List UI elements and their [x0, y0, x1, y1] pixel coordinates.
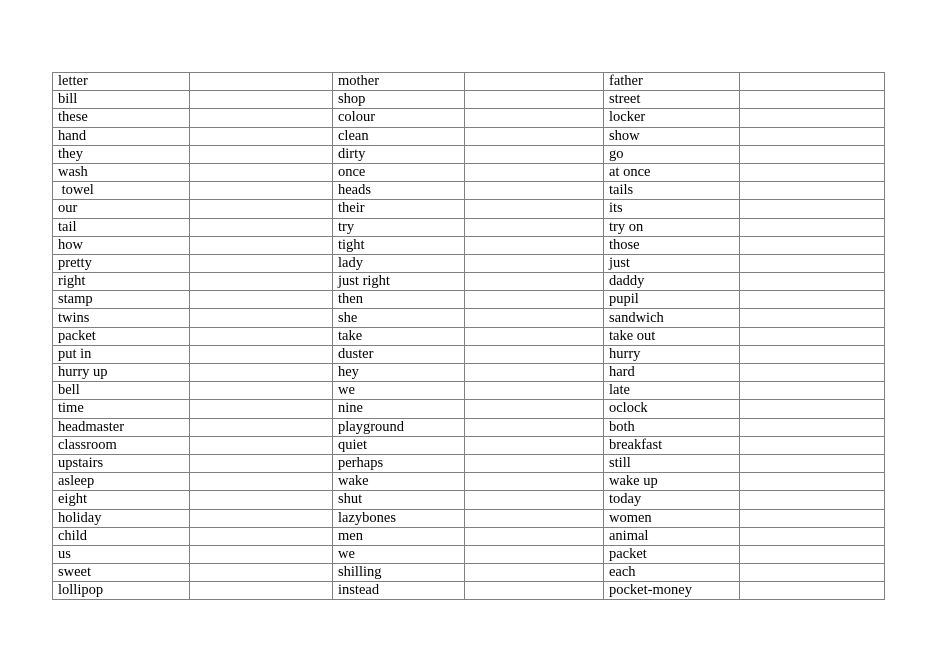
table-row [53, 564, 885, 582]
table-row [53, 91, 885, 109]
blank-cell[interactable] [465, 273, 604, 291]
blank-cell[interactable] [740, 364, 885, 382]
blank-cell[interactable] [740, 200, 885, 218]
word-cell: bell [53, 382, 190, 400]
blank-cell[interactable] [740, 236, 885, 254]
word-cell: men [333, 527, 465, 545]
blank-cell[interactable] [465, 564, 604, 582]
blank-cell[interactable] [190, 236, 333, 254]
table-row [53, 473, 885, 491]
blank-cell[interactable] [740, 273, 885, 291]
blank-cell[interactable] [740, 491, 885, 509]
blank-cell[interactable] [190, 400, 333, 418]
table-row [53, 291, 885, 309]
blank-cell[interactable] [465, 345, 604, 363]
blank-cell[interactable] [465, 73, 604, 91]
word-cell: take [333, 327, 465, 345]
word-cell: instead [333, 582, 465, 600]
blank-cell[interactable] [190, 254, 333, 272]
table-row [53, 345, 885, 363]
blank-cell[interactable] [190, 473, 333, 491]
blank-cell[interactable] [740, 218, 885, 236]
blank-cell[interactable] [465, 109, 604, 127]
table-row [53, 254, 885, 272]
word-cell: take out [604, 327, 740, 345]
word-cell: these [53, 109, 190, 127]
blank-cell[interactable] [190, 73, 333, 91]
word-cell: show [604, 127, 740, 145]
blank-cell[interactable] [740, 545, 885, 563]
word-cell: still [604, 454, 740, 472]
word-cell: locker [604, 109, 740, 127]
word-cell: sweet [53, 564, 190, 582]
blank-cell[interactable] [190, 582, 333, 600]
word-cell: then [333, 291, 465, 309]
word-cell: pocket-money [604, 582, 740, 600]
word-cell: dirty [333, 145, 465, 163]
blank-cell[interactable] [190, 564, 333, 582]
table-row [53, 273, 885, 291]
blank-cell[interactable] [190, 145, 333, 163]
blank-cell[interactable] [465, 91, 604, 109]
blank-cell[interactable] [190, 163, 333, 181]
word-cell: our [53, 200, 190, 218]
word-cell: we [333, 382, 465, 400]
word-cell: father [604, 73, 740, 91]
blank-cell[interactable] [740, 564, 885, 582]
word-cell: their [333, 200, 465, 218]
blank-cell[interactable] [190, 436, 333, 454]
word-cell: hand [53, 127, 190, 145]
blank-cell[interactable] [465, 364, 604, 382]
table-row [53, 400, 885, 418]
blank-cell[interactable] [190, 382, 333, 400]
word-cell: towel [53, 182, 190, 200]
word-cell: pretty [53, 254, 190, 272]
blank-cell[interactable] [740, 345, 885, 363]
word-cell: we [333, 545, 465, 563]
word-cell: sandwich [604, 309, 740, 327]
blank-cell[interactable] [190, 527, 333, 545]
word-cell: right [53, 273, 190, 291]
word-cell: tail [53, 218, 190, 236]
table-row [53, 436, 885, 454]
table-row [53, 218, 885, 236]
word-cell: lollipop [53, 582, 190, 600]
blank-cell[interactable] [465, 418, 604, 436]
word-cell: today [604, 491, 740, 509]
word-cell: holiday [53, 509, 190, 527]
word-cell: just [604, 254, 740, 272]
blank-cell[interactable] [190, 182, 333, 200]
blank-cell[interactable] [465, 491, 604, 509]
blank-cell[interactable] [740, 291, 885, 309]
table-row [53, 109, 885, 127]
word-cell: wake [333, 473, 465, 491]
word-cell: they [53, 145, 190, 163]
word-cell: child [53, 527, 190, 545]
word-cell: heads [333, 182, 465, 200]
blank-cell[interactable] [465, 582, 604, 600]
blank-cell[interactable] [465, 127, 604, 145]
word-cell: go [604, 145, 740, 163]
blank-cell[interactable] [740, 327, 885, 345]
table-row [53, 491, 885, 509]
table-row [53, 454, 885, 472]
word-cell: wash [53, 163, 190, 181]
word-cell: playground [333, 418, 465, 436]
word-cell: upstairs [53, 454, 190, 472]
table-row [53, 509, 885, 527]
word-cell: shop [333, 91, 465, 109]
table-row [53, 145, 885, 163]
blank-cell[interactable] [190, 327, 333, 345]
blank-cell[interactable] [465, 236, 604, 254]
word-cell: perhaps [333, 454, 465, 472]
table-row [53, 545, 885, 563]
table-row [53, 73, 885, 91]
word-cell: colour [333, 109, 465, 127]
blank-cell[interactable] [740, 109, 885, 127]
blank-cell[interactable] [190, 91, 333, 109]
word-cell: asleep [53, 473, 190, 491]
table-row [53, 582, 885, 600]
word-cell: women [604, 509, 740, 527]
blank-cell[interactable] [740, 73, 885, 91]
table-row [53, 309, 885, 327]
blank-cell[interactable] [190, 309, 333, 327]
word-cell: late [604, 382, 740, 400]
table-row [53, 327, 885, 345]
word-cell: she [333, 309, 465, 327]
blank-cell[interactable] [465, 254, 604, 272]
blank-cell[interactable] [740, 163, 885, 181]
word-cell: at once [604, 163, 740, 181]
blank-cell[interactable] [740, 382, 885, 400]
table-row [53, 236, 885, 254]
table-row [53, 182, 885, 200]
word-cell: mother [333, 73, 465, 91]
word-cell: eight [53, 491, 190, 509]
word-cell: just right [333, 273, 465, 291]
word-cell: us [53, 545, 190, 563]
word-cell: wake up [604, 473, 740, 491]
table-row [53, 527, 885, 545]
blank-cell[interactable] [190, 345, 333, 363]
table-row [53, 163, 885, 181]
word-cell: oclock [604, 400, 740, 418]
word-cell: try on [604, 218, 740, 236]
word-cell: letter [53, 73, 190, 91]
word-cell: animal [604, 527, 740, 545]
word-cell: tails [604, 182, 740, 200]
blank-cell[interactable] [190, 454, 333, 472]
word-cell: packet [604, 545, 740, 563]
vocabulary-table-body [53, 73, 885, 600]
word-cell: hard [604, 364, 740, 382]
word-cell: breakfast [604, 436, 740, 454]
word-cell: bill [53, 91, 190, 109]
word-cell: shut [333, 491, 465, 509]
blank-cell[interactable] [190, 418, 333, 436]
table-row [53, 200, 885, 218]
table-row [53, 127, 885, 145]
blank-cell[interactable] [740, 91, 885, 109]
word-cell: pupil [604, 291, 740, 309]
blank-cell[interactable] [465, 145, 604, 163]
blank-cell[interactable] [740, 254, 885, 272]
blank-cell[interactable] [465, 545, 604, 563]
blank-cell[interactable] [740, 454, 885, 472]
blank-cell[interactable] [465, 291, 604, 309]
vocabulary-table [52, 72, 885, 600]
word-cell: classroom [53, 436, 190, 454]
table-row [53, 382, 885, 400]
word-cell: how [53, 236, 190, 254]
word-cell: its [604, 200, 740, 218]
blank-cell[interactable] [190, 291, 333, 309]
blank-cell[interactable] [465, 509, 604, 527]
blank-cell[interactable] [465, 218, 604, 236]
word-cell: shilling [333, 564, 465, 582]
blank-cell[interactable] [465, 309, 604, 327]
blank-cell[interactable] [465, 382, 604, 400]
blank-cell[interactable] [740, 418, 885, 436]
word-cell: lady [333, 254, 465, 272]
word-cell: packet [53, 327, 190, 345]
blank-cell[interactable] [190, 509, 333, 527]
word-cell: hey [333, 364, 465, 382]
blank-cell[interactable] [740, 145, 885, 163]
blank-cell[interactable] [190, 273, 333, 291]
word-cell: nine [333, 400, 465, 418]
blank-cell[interactable] [465, 200, 604, 218]
word-cell: quiet [333, 436, 465, 454]
blank-cell[interactable] [740, 582, 885, 600]
blank-cell[interactable] [740, 527, 885, 545]
word-cell: lazybones [333, 509, 465, 527]
blank-cell[interactable] [190, 200, 333, 218]
word-cell: clean [333, 127, 465, 145]
word-cell: duster [333, 345, 465, 363]
blank-cell[interactable] [740, 436, 885, 454]
blank-cell[interactable] [465, 527, 604, 545]
blank-cell[interactable] [465, 473, 604, 491]
blank-cell[interactable] [740, 309, 885, 327]
word-cell: put in [53, 345, 190, 363]
blank-cell[interactable] [740, 400, 885, 418]
blank-cell[interactable] [740, 127, 885, 145]
table-row [53, 418, 885, 436]
table-row [53, 364, 885, 382]
blank-cell[interactable] [190, 545, 333, 563]
blank-cell[interactable] [190, 364, 333, 382]
word-cell: both [604, 418, 740, 436]
blank-cell[interactable] [740, 509, 885, 527]
word-cell: twins [53, 309, 190, 327]
word-cell: stamp [53, 291, 190, 309]
word-cell: headmaster [53, 418, 190, 436]
word-cell: street [604, 91, 740, 109]
blank-cell[interactable] [190, 491, 333, 509]
word-cell: time [53, 400, 190, 418]
blank-cell[interactable] [190, 109, 333, 127]
blank-cell[interactable] [190, 127, 333, 145]
word-cell: tight [333, 236, 465, 254]
word-cell: try [333, 218, 465, 236]
blank-cell[interactable] [465, 182, 604, 200]
word-cell: hurry up [53, 364, 190, 382]
word-cell: once [333, 163, 465, 181]
blank-cell[interactable] [465, 436, 604, 454]
blank-cell[interactable] [740, 473, 885, 491]
blank-cell[interactable] [465, 400, 604, 418]
word-cell: each [604, 564, 740, 582]
blank-cell[interactable] [465, 163, 604, 181]
blank-cell[interactable] [465, 327, 604, 345]
word-cell: daddy [604, 273, 740, 291]
blank-cell[interactable] [465, 454, 604, 472]
word-cell: hurry [604, 345, 740, 363]
word-cell: those [604, 236, 740, 254]
blank-cell[interactable] [190, 218, 333, 236]
blank-cell[interactable] [740, 182, 885, 200]
